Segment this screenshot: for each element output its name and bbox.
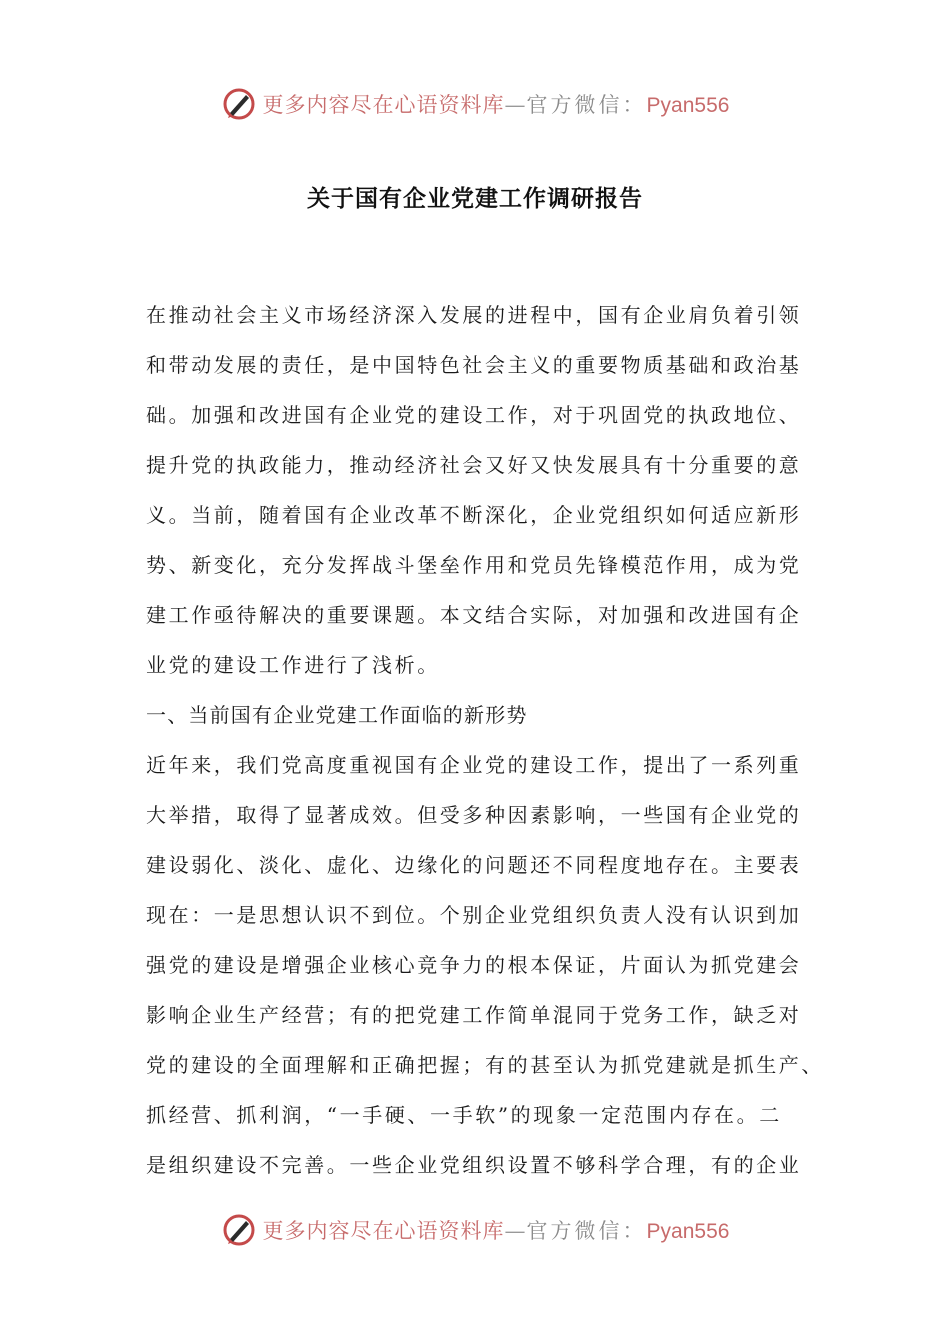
text-line: 是组织建设不完善。一些企业党组织设置不够科学合理，有的企业 xyxy=(146,1153,802,1177)
text-line: 大举措，取得了显著成效。但受多种因素影响，一些国有企业党的 xyxy=(146,803,802,827)
footer-watermark-banner xyxy=(0,1210,950,1250)
text-line: 影响企业生产经营；有的把党建工作简单混同于党务工作，缺乏对 xyxy=(146,1003,802,1027)
header-watermark-banner xyxy=(0,84,950,124)
text-line: 提升党的执政能力，推动经济社会又好又快发展具有十分重要的意 xyxy=(146,453,802,477)
text-line: 党的建设的全面理解和正确把握；有的甚至认为抓党建就是抓生产、 xyxy=(146,1053,824,1077)
pen-logo-icon xyxy=(221,86,257,122)
text-line: 势、新变化，充分发挥战斗堡垒作用和党员先锋模范作用，成为党 xyxy=(146,553,802,577)
text-line: 近年来，我们党高度重视国有企业党的建设工作，提出了一系列重 xyxy=(146,753,802,777)
text-line: 现在：一是思想认识不到位。个别企业党组织负责人没有认识到加 xyxy=(146,903,802,927)
pen-logo-icon xyxy=(221,1212,257,1248)
text-line: 建设弱化、淡化、虚化、边缘化的问题还不同程度地存在。主要表 xyxy=(146,853,802,877)
text-line: 建工作亟待解决的重要课题。本文结合实际，对加强和改进国有企 xyxy=(146,603,802,627)
text-line: 强党的建设是增强企业核心竞争力的根本保证，片面认为抓党建会 xyxy=(146,953,802,977)
text-line: 义。当前，随着国有企业改革不断深化，企业党组织如何适应新形 xyxy=(146,503,802,527)
text-line: 抓经营、抓利润，“一手硬、一手软”的现象一定范围内存在。二 xyxy=(146,1103,782,1127)
document-title: 关于国有企业党建工作调研报告 xyxy=(307,186,643,212)
section-heading: 一、当前国有企业党建工作面临的新形势 xyxy=(146,703,528,727)
text-line: 业党的建设工作进行了浅析。 xyxy=(146,653,440,677)
text-line: 础。加强和改进国有企业党的建设工作，对于巩固党的执政地位、 xyxy=(146,403,802,427)
watermark-text: 更多内容尽在心语资料库—官方微信：Pyan556 xyxy=(262,1219,730,1243)
document-body xyxy=(146,290,824,1190)
text-line: 在推动社会主义市场经济深入发展的进程中，国有企业肩负着引领 xyxy=(146,303,802,327)
watermark-text: 更多内容尽在心语资料库—官方微信：Pyan556 xyxy=(262,93,730,117)
text-line: 和带动发展的责任，是中国特色社会主义的重要物质基础和政治基 xyxy=(146,353,802,377)
